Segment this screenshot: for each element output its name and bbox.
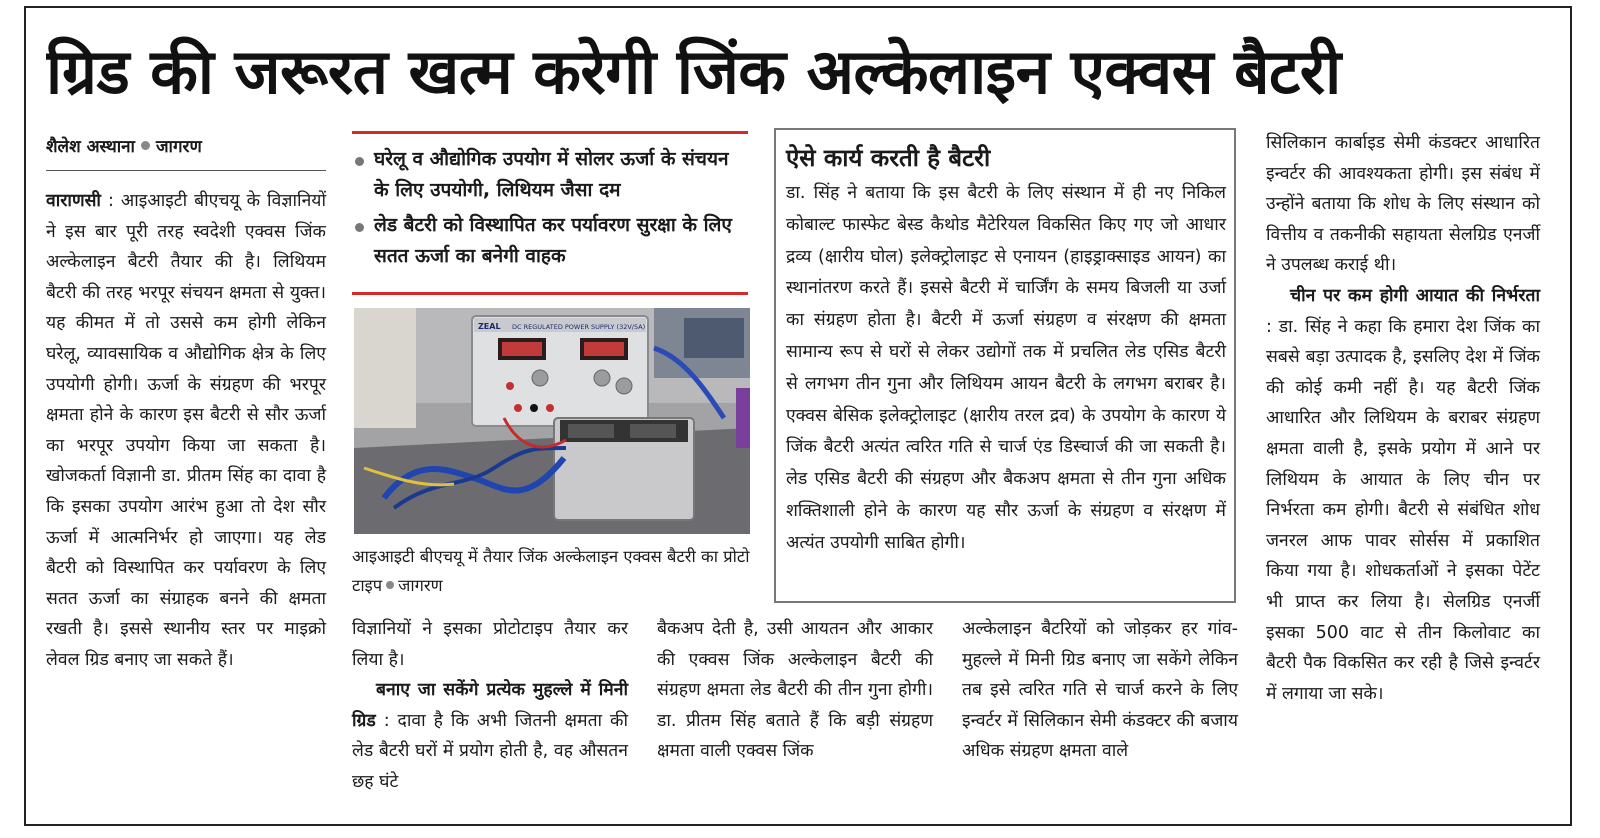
column-1-text: : आइआइटी बीएचयू के विज्ञानियों ने इस बार पूरी तरह स्वदेशी एक्वस जिंक अल्केलाइन बैटरी तैयार की है। लिथियम बैटरी की तरह भरपूर संचयन क्षमता से युक्त। यह कीमत में तो उससे कम होगी लेकिन घरेलू, व्यावसायिक व औद्योगिक क्षेत्र के लिए उपयोगी होगी। ऊर्जा के संग्रहण की भरपूर क्षमता होने के कारण इस बैटरी से सौर ऊर्जा का भरपूर उपयोग किया जा सकता है। खोजकर्ता विज्ञानी डा. प्रीतम सिंह का दावा है कि इसका उपयोग आरंभ हुआ तो देश सौर ऊर्जा में आत्मनिर्भर हो जाएगा। यह लेड बैटरी को विस्थापित कर पर्यावरण के लिए सतत ऊर्जा का संग्राहक बनने की क्षमता रखती है। इससे स्थानीय स्तर पर माइक्रो लेवल ग्रिड बनाए जा सकते हैं। [46, 191, 326, 670]
highlight-text: लेड बैटरी को विस्थापित कर पर्यावरण सुरक्षा के लिए सतत ऊर्जा का बनेगी वाहक [374, 214, 732, 267]
highlight-item [352, 144, 748, 206]
photo-illustration [354, 308, 750, 534]
byline-author: शैलेश अस्थाना [46, 137, 135, 157]
device-label: DC REGULATED POWER SUPPLY (32V/5A) [512, 323, 646, 331]
battery-prototype-photo [354, 308, 750, 534]
device-brand: ZEAL [478, 322, 501, 331]
column-4-text: अल्केलाइन बैटरियों को जोड़कर हर गांव-मुहल्ले में मिनी ग्रिड बनाए जा सकेंगे लेकिन तब इसे त्वरित गति से चार्ज करने के लिए इन्वर्टर में सिलिकान सेमी कंडक्टर की बजाय अधिक संग्रहण क्षमता वाले [962, 619, 1238, 762]
byline-divider [46, 170, 326, 171]
article-column-1 [46, 186, 326, 676]
bullet-dot-icon [355, 223, 364, 232]
highlights-top-rule [352, 131, 748, 134]
column-3-text: बैकअप देती है, उसी आयतन और आकार की एक्वस जिंक अल्केलाइन बैटरी की संग्रहण क्षमता लेड बैटरी की तीन गुना होगी। डा. प्रीतम सिंह बताते हैं कि बड़ी संग्रहण क्षमता वाली एक्वस जिंक [657, 619, 933, 762]
dateline: वाराणसी [46, 191, 101, 211]
article-column-2 [352, 614, 628, 798]
bullet-dot-icon [355, 157, 364, 166]
column-5-text: सिलिकान कार्बाइड सेमी कंडक्टर आधारित इन्वर्टर की आवश्यकता होगी। इस संबंध में उन्होंने बताया कि शोध के लिए संस्थान को वित्तीय व तकनीकी सहायता सेलग्रिड एनर्जी ने उपलब्ध कराई थी। [1266, 133, 1540, 276]
byline [46, 134, 202, 157]
bullet-dot-icon [141, 141, 150, 150]
headline: ग्रिड की जरूरत खत्म करेगी जिंक अल्केलाइन एक्वस बैटरी [46, 35, 1341, 108]
subheading: बनाए जा सकेंगे प्रत्येक मुहल्ले में मिनी ग्रिड [352, 680, 628, 731]
highlights [352, 144, 748, 276]
subheading: चीन पर कम होगी आयात की निर्भरता [1290, 285, 1540, 306]
byline-source: जागरण [155, 137, 202, 157]
column-2-text: विज्ञानियों ने इसका प्रोटोटाइप तैयार कर लिया है। [352, 619, 628, 670]
highlight-text: घरेलू व औद्योगिक उपयोग में सोलर ऊर्जा के संचयन के लिए उपयोगी, लिथियम जैसा दम [374, 148, 729, 201]
article-column-4 [962, 614, 1238, 767]
article-column-5 [1266, 128, 1540, 709]
column-2-subtext: : दावा है कि अभी जितनी क्षमता की लेड बैटरी घरों में प्रयोग होती है, वह औसतन छह घंटे [352, 710, 628, 792]
highlights-bottom-rule [352, 292, 748, 295]
highlight-item [352, 210, 748, 272]
infobox-text: डा. सिंह ने बताया कि इस बैटरी के लिए संस्थान में ही नए निकिल कोबाल्ट फास्फेट बेस्ड कैथोड मैटेरियल विकसित किए गए जो आधार द्रव्य (क्षारीय घोल) इलेक्ट्रोलाइट से एनायन (हाइड्राक्साइड आयन) का स्थानांतरण करते हैं। इससे बैटरी में चार्जिंग के समय बिजली या उर्जा का संग्रहण होता है। बैटरी में ऊर्जा संग्रहण व संरक्षण की क्षमता सामान्य रूप से घरों से लेकर उद्योगों तक में प्रचलित लेड एसिड बैटरी से लगभग तीन गुना और लिथियम आयन बैटरी के लगभग बराबर है। एक्वस बेसिक इलेक्ट्रोलाइट (क्षारीय तरल द्रव) के उपयोग के कारण ये जिंक बैटरी अत्यंत त्वरित गति से चार्ज एंड डिस्चार्ज की जा सकती है। लेड एसिड बैटरी की संग्रहण और बैकअप क्षमता से तीन गुना अधिक शक्तिशाली होने के कारण यह सौर ऊर्जा के संग्रहण व संरक्षण में अत्यंत उपयोगी साबित होगी। [786, 183, 1226, 553]
bullet-dot-icon [386, 581, 394, 589]
photo-caption [352, 542, 750, 600]
column-5-subtext: : डा. सिंह ने कहा कि हमारा देश जिंक का सबसे बड़ा उत्पादक है, इसलिए देश में जिंक की कोई कमी नहीं है। यह बैटरी जिंक आधारित और लिथियम के बराबर संग्रहण क्षमता वाली है, इसके प्रयोग में आने पर लिथियम के आयात के लिए चीन पर निर्भरता कम होगी। बैटरी से संबंधित शोध जनरल आफ पावर सोर्सस में प्रकाशित किया गया है। शोधकर्ताओं ने इसका पेटेंट भी प्राप्त कर लिया है। सेलग्रिड एनर्जी इसका 500 वाट से तीन किलोवाट का बैटरी पैक विकसित कर रही है जिसे इन्वर्टर में लगाया जा सके। [1266, 316, 1540, 704]
caption-credit: जागरण [398, 576, 443, 595]
article-column-3 [657, 614, 933, 767]
caption-text: आइआइटी बीएचयू में तैयार जिंक अल्केलाइन एक्वस बैटरी का प्रोटो टाइप [352, 547, 750, 595]
infobox-title: ऐसे कार्य करती है बैटरी [786, 144, 991, 172]
